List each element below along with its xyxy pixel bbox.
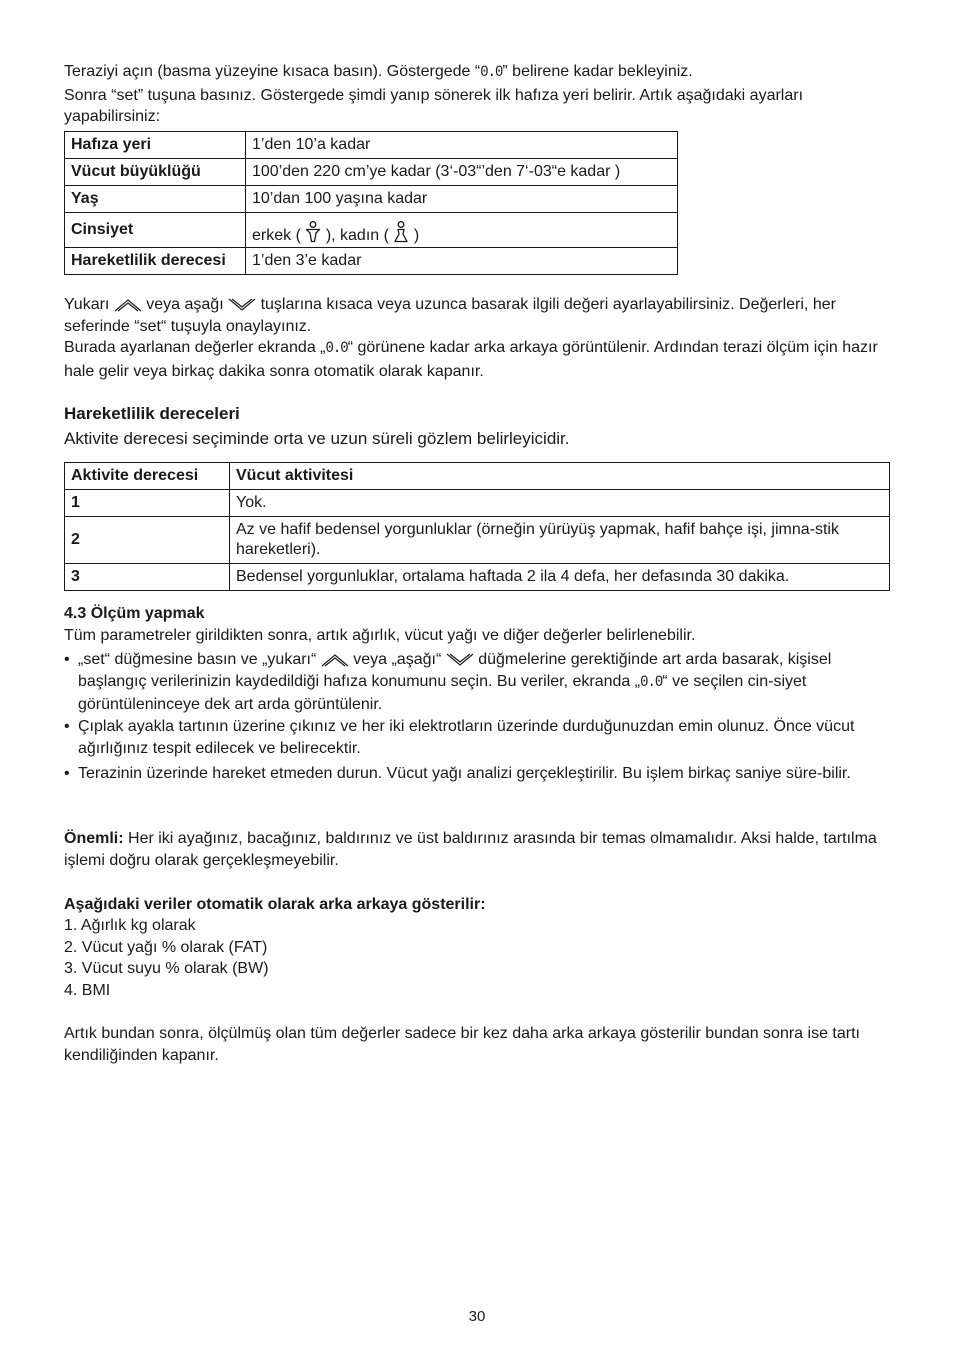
table-row xyxy=(65,186,678,213)
list-item xyxy=(64,649,890,716)
male-person-icon xyxy=(305,221,321,243)
important-label: Önemli: xyxy=(64,830,124,847)
table-row xyxy=(65,517,890,564)
adjust-text-down: veya aşağı xyxy=(146,296,224,313)
bullet-text: Çıplak ayakla tartının üzerine çıkınız ve her iki elektrotların üzerinde durduğunuzdan emin olunuz. Önce vücut ağırlığınız tespit edilecek ve belirecektir. xyxy=(78,718,855,757)
settings-label: Vücut büyüklüğü xyxy=(65,159,246,186)
bullet1-part-b: veya „aşağı“ xyxy=(353,651,442,668)
list-item: 3. Vücut suyu % olarak (BW) xyxy=(64,960,269,977)
settings-label: Hafıza yeri xyxy=(65,132,246,159)
bullet-dot: • xyxy=(64,651,70,668)
list-item xyxy=(64,762,890,786)
bullet1-part-d: “ ve seçilen cin-siyet görüntüleninceye dek art arda görüntülenir. xyxy=(78,672,807,713)
table-row xyxy=(65,564,890,591)
bullet-dot: • xyxy=(64,765,70,782)
intro-line2: Sonra “set” tuşuna basınız. Göstergede şimdi yanıp sönerek ilk hafıza yeri belirir. Artık aşağıdaki ayarları yapabilirsiniz: xyxy=(64,86,804,125)
settings-value xyxy=(246,213,678,248)
gender-close-paren: ) xyxy=(413,227,420,244)
list-item: 4. BMI xyxy=(64,982,111,999)
intro-paragraph xyxy=(64,61,890,128)
adjust-text-keys: tuşlarına kısaca veya uzunca basarak ilgili değeri ayarlayabilirsiniz. Değerleri, her seferinde “set“ tuşuyla onaylayınız. xyxy=(64,296,836,335)
activity-desc: Yok. xyxy=(230,490,890,517)
settings-value: 10’dan 100 yaşına kadar xyxy=(246,186,678,213)
bullet-text: Terazinin üzerinde hareket etmeden durun. Vücut yağı analizi gerçekleştirilir. Bu işlem birkaç saniye süre-bilir. xyxy=(78,765,851,782)
settings-value: 1’den 3’e kadar xyxy=(246,248,678,275)
chevron-up-icon xyxy=(114,298,142,312)
intro-line1-end: ” belirene kadar bekleyiniz. xyxy=(502,63,693,80)
lcd-display-text: 0.0 xyxy=(480,64,503,82)
adjust-text-up: Yukarı xyxy=(64,296,110,313)
adjust-text-ready: “ görünene kadar arka arkaya görüntülenir. Ardından terazi ölçüm için hazır hale gelir veya birkaç dakika sonra otomatik olarak kapanır. xyxy=(64,339,878,380)
settings-value: 1’den 10’a kadar xyxy=(246,132,678,159)
gender-male-text: erkek ( xyxy=(252,227,301,244)
measure-heading: 4.3 Ölçüm yapmak xyxy=(64,605,205,622)
column-header: Aktivite derecesi xyxy=(65,463,230,490)
lcd-display-text: 0.0 xyxy=(640,673,663,692)
activity-table xyxy=(64,462,890,591)
female-person-icon xyxy=(393,221,409,243)
activity-desc xyxy=(230,517,890,564)
table-row xyxy=(65,132,678,159)
activity-level: 3 xyxy=(65,564,230,591)
activity-heading: Hareketlilik dereceleri xyxy=(64,404,240,423)
closing-paragraph: Artık bundan sonra, ölçülmüş olan tüm değerler sadece bir kez daha arka arkaya gösterilir bundan sonra ise tartı kendiliğinden kapanır. xyxy=(64,1025,860,1064)
table-row xyxy=(65,213,678,248)
table-row xyxy=(65,248,678,275)
settings-value: 100’den 220 cm’ye kadar (3‘-03“’den 7‘-03“e kadar ) xyxy=(246,159,678,186)
column-header: Vücut aktivitesi xyxy=(230,463,890,490)
table-row xyxy=(65,159,678,186)
activity-desc-text: Az ve hafif bedensel yorgunluklar (örneğin yürüyüş yapmak, hafif bahçe işi, jimna-stik hareketleri). xyxy=(236,521,839,558)
table-header-row xyxy=(65,463,890,490)
activity-level: 2 xyxy=(65,517,230,564)
important-text: Her iki ayağınız, bacağınız, baldırınız ve üst baldırınız arasında bir temas olmamalıdır. Aksi halde, tartılma işlemi doğru olarak gerçekleşmeyebilir. xyxy=(64,830,877,869)
important-note xyxy=(64,828,890,871)
chevron-up-icon xyxy=(321,653,349,667)
bullet1-part-a: „set“ düğmesine basın ve „yukarı“ xyxy=(78,651,317,668)
page-number: 30 xyxy=(468,1308,486,1325)
settings-label: Hareketlilik derecesi xyxy=(65,248,246,275)
chevron-down-icon xyxy=(446,653,474,667)
adjust-text-display: Burada ayarlanan değerler ekranda „ xyxy=(64,339,326,356)
chevron-down-icon xyxy=(228,298,256,312)
adjust-paragraph xyxy=(64,294,890,382)
activity-desc: Bedensel yorgunluklar, ortalama haftada 2 ila 4 defa, her defasında 30 dakika. xyxy=(230,564,890,591)
auto-heading: Aşağıdaki veriler otomatik olarak arka arkaya gösterilir: xyxy=(64,896,486,913)
activity-level: 1 xyxy=(65,490,230,517)
bullet-dot: • xyxy=(64,718,70,735)
settings-table xyxy=(64,131,678,275)
activity-subtitle: Aktivite derecesi seçiminde orta ve uzun süreli gözlem belirleyicidir. xyxy=(64,429,570,448)
bullet1-part-c: düğmelerine gerektiğinde art arda basarak, kişisel başlangıç verilerinizin kaydedildiği hafıza konumunu seçin. Bu veriler, ekranda „ xyxy=(78,651,832,690)
table-row xyxy=(65,490,890,517)
lcd-display-text: 0.0 xyxy=(325,340,348,358)
settings-label: Yaş xyxy=(65,186,246,213)
measure-intro: Tüm parametreler girildikten sonra, artık ağırlık, vücut yağı ve diğer değerler belirlenebilir. xyxy=(64,627,696,644)
intro-line1-start: Teraziyi açın (basma yüzeyine kısaca basın). Göstergede “ xyxy=(64,63,481,80)
list-item xyxy=(64,716,890,759)
list-item: 2. Vücut yağı % olarak (FAT) xyxy=(64,939,268,956)
settings-label: Cinsiyet xyxy=(65,213,246,248)
gender-female-text: ), kadın ( xyxy=(325,227,389,244)
list-item: 1. Ağırlık kg olarak xyxy=(64,917,196,934)
bullet-text xyxy=(64,649,890,716)
